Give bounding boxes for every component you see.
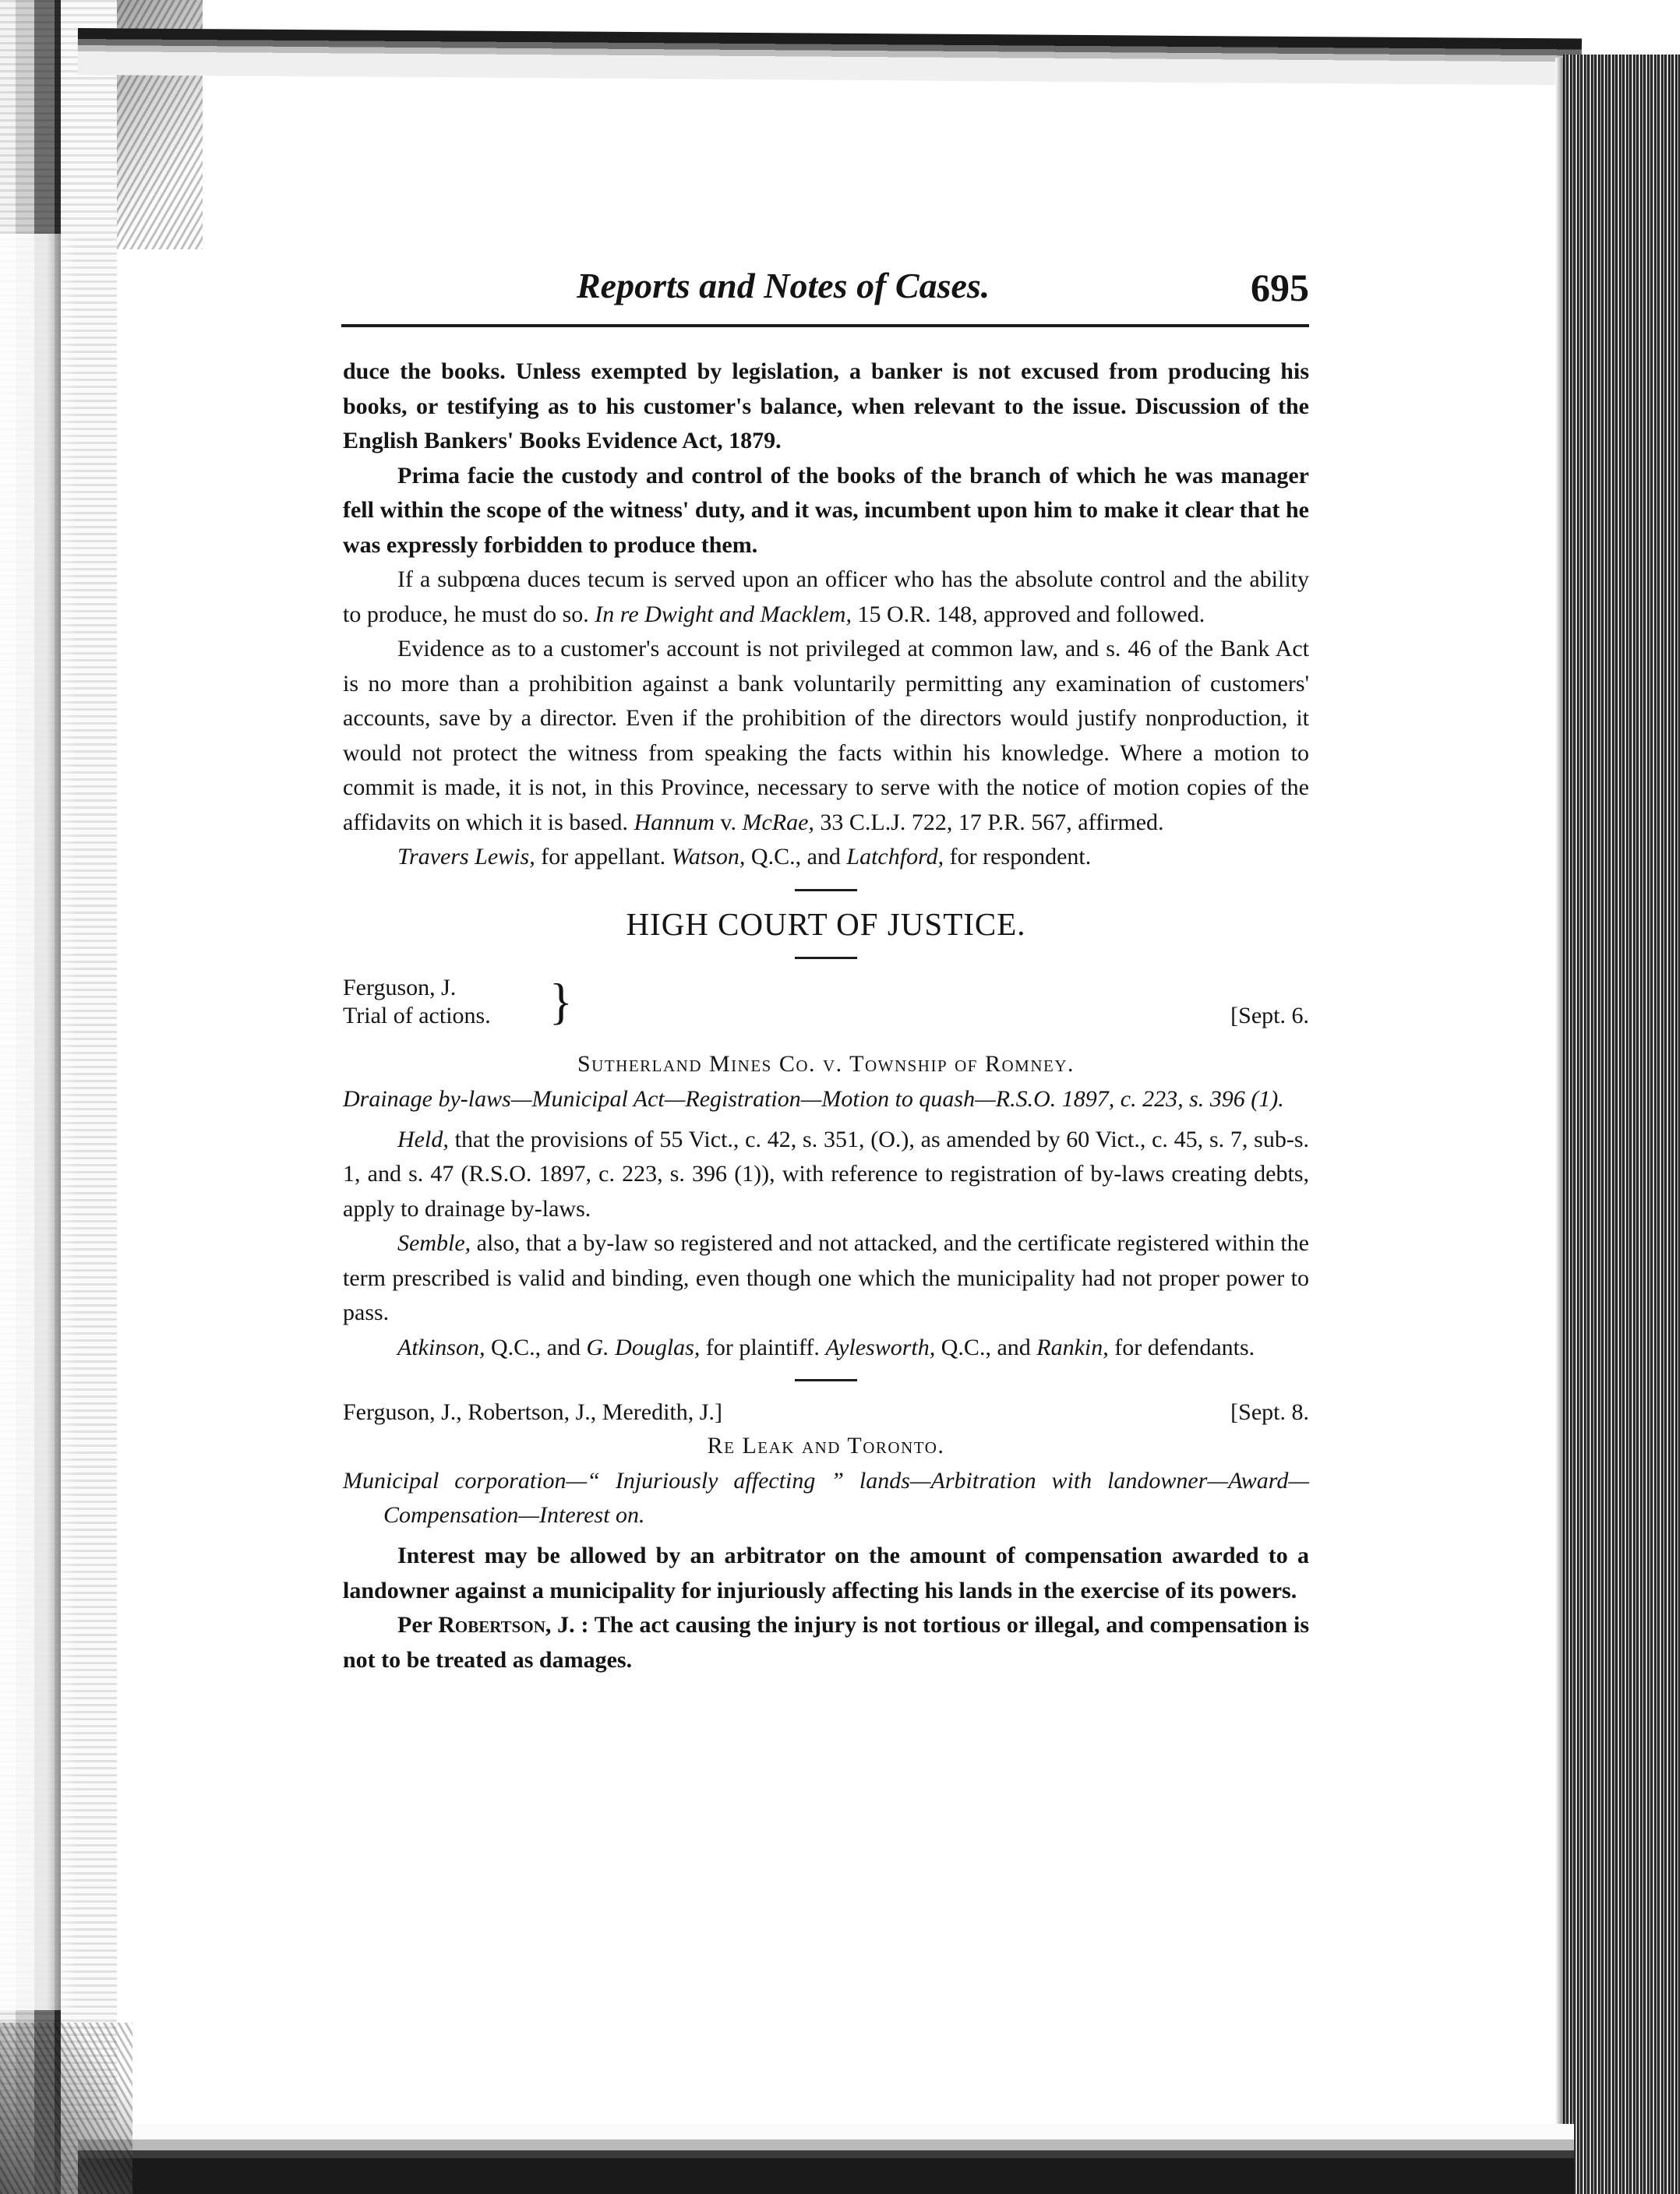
case2-date: [Sept. 8. (1230, 1399, 1309, 1425)
semble-label: Semble, (397, 1230, 471, 1256)
running-title: Reports and Notes of Cases. (577, 266, 990, 305)
paragraph-prima-facie: Prima facie the custody and control of the books of the branch of which he was manager fell within the scope of the witness' duty, and it was, incumbent upon him to make it clear that he was expressly forbidden to produce them. (343, 462, 1309, 558)
counsel-role: for appellant. (541, 844, 666, 869)
counsel-name: Watson, (671, 844, 746, 869)
case1-held (343, 1123, 1309, 1227)
subpoena-text: If a subpœna duces tecum is served upon an officer who has the absolute control and the ability to produce, he must do so. (343, 566, 1309, 627)
section-divider (795, 1379, 857, 1381)
case-citation-hannum: Hannum (634, 809, 715, 835)
subpoena-text-end: 15 O.R. 148, approved and followed. (857, 601, 1205, 627)
brace-symbol: } (549, 973, 573, 1030)
court-heading: HIGH COURT OF JUSTICE. (626, 905, 1026, 942)
case2-title: Re Leak and Toronto. (707, 1433, 945, 1459)
counsel-role: for plaintiff. (705, 1334, 820, 1360)
counsel-role: Q.C., and (941, 1334, 1031, 1360)
semble-text: also, that a by-law so registered and not attacked, and the certificate registered within the term prescribed is valid and binding, even though one which the municipality had not proper power to pass. (343, 1230, 1309, 1325)
case2-paragraph-interest: Interest may be allowed by an arbitrator on the amount of compensation awarded to a landowner against a municipality for injuriously affecting his lands in the exercise of its powers. (343, 1543, 1309, 1603)
case2-paragraph-per-robertson (343, 1608, 1309, 1677)
held-label: Held, (397, 1126, 449, 1152)
evidence-text: Evidence as to a customer's account is not privileged at common law, and s. 46 of the Bank Act is no more than a prohibition against a bank voluntarily permitting any examination of customers' accounts, save by a director. Even if the prohibition of the directors would justify nonproduction, it would not protect the witness from speaking the facts within his knowledge. Where a motion to commit is made, it is not, in this Province, necessary to serve with the notice of motion copies of the affidavits on which it is based. (343, 636, 1309, 835)
counsel-name: Travers Lewis, (397, 844, 535, 869)
paragraph-counsel-appeal (343, 840, 1309, 875)
section-divider (795, 957, 857, 959)
running-head (343, 265, 1309, 319)
versus: v. (720, 809, 736, 835)
case1-title: Sutherland Mines Co. v. Township of Romney. (577, 1050, 1075, 1077)
counsel-role: Q.C., and (491, 1334, 581, 1360)
paragraph-evidence (343, 632, 1309, 840)
case1-counsel (343, 1331, 1309, 1366)
section-divider (795, 889, 857, 891)
case2-catchwords: Municipal corporation—“ Injuriously affecting ” lands—Arbitration with landowner—Award—Compensation—Interest on. (343, 1468, 1309, 1528)
paragraph-subpoena (343, 563, 1309, 632)
counsel-role: for defendants. (1114, 1334, 1255, 1360)
counsel-name: Aylesworth, (825, 1334, 936, 1360)
counsel-name: Rankin, (1036, 1334, 1109, 1360)
judge-name: Robertson (438, 1612, 545, 1638)
per-robertson-text: , J. : The act causing the injury is not tortious or illegal, and compensation is not to be treated as damages. (343, 1612, 1310, 1673)
case-citation-dwight: In re Dwight and Macklem, (595, 601, 852, 627)
counsel-role: Q.C., and (750, 844, 841, 869)
case-citation-mcrae: McRae, (742, 809, 814, 835)
counsel-role: for respondent. (949, 844, 1092, 869)
page-number: 695 (1251, 266, 1309, 309)
case2-judges-line (343, 1395, 1309, 1430)
case1-judge: Ferguson, J. (343, 974, 457, 1000)
page-body (343, 354, 1309, 1677)
counsel-name: G. Douglas, (586, 1334, 701, 1360)
per-label: Per (397, 1612, 432, 1638)
counsel-name: Atkinson, (397, 1334, 485, 1360)
evidence-text-end: 33 C.L.J. 722, 17 P.R. 567, affirmed. (820, 809, 1164, 835)
case1-trial: Trial of actions. (343, 1002, 491, 1028)
case1-semble (343, 1226, 1309, 1331)
case1-judges-block (343, 973, 1309, 1048)
held-text: that the provisions of 55 Vict., c. 42, s. 351, (O.), as amended by 60 Vict., c. 45, s. 7, sub-s. 1, and s. 47 (R.S.O. 1897, c. 223, s. 396 (1)), with reference to registration of by-laws creating debts, apply to drainage by-laws. (343, 1126, 1309, 1222)
case1-catchwords: Drainage by-laws—Municipal Act—Registration—Motion to quash—R.S.O. 1897, c. 223, s. 396 (1). (343, 1085, 1284, 1112)
case2-judges: Ferguson, J., Robertson, J., Meredith, J.] (343, 1399, 722, 1425)
header-rule (341, 324, 1309, 327)
counsel-name: Latchford, (846, 844, 944, 869)
case1-date: [Sept. 6. (1230, 1002, 1309, 1028)
paragraph-continuation: duce the books. Unless exempted by legislation, a banker is not excused from producing his books, or testifying as to his customer's balance, when relevant to the issue. Discussion of the English Bankers' Books Evidence Act, 1879. (343, 358, 1309, 453)
